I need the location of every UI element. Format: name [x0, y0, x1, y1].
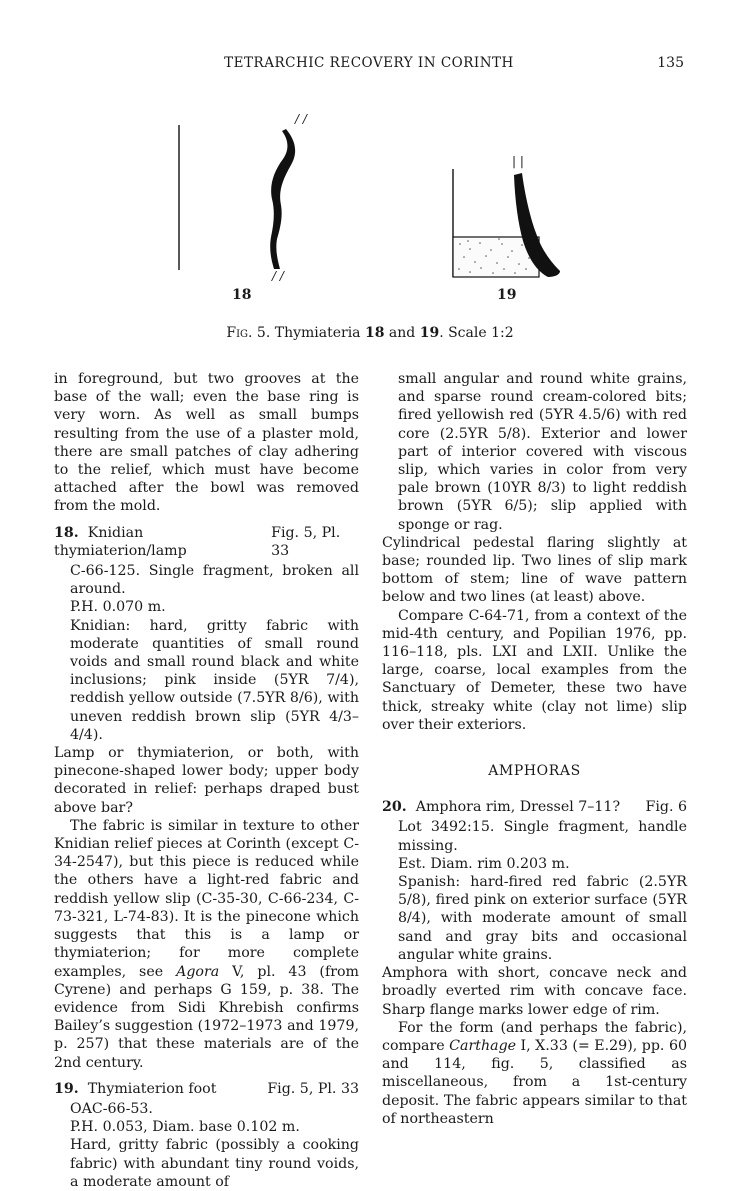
figure-label-18: 18 — [232, 287, 252, 303]
entry-19-comparison: Compare C-64-71, from a context of the mid-4th century, and Popilian 1976, pp. 116–118, pls. LXI and LXII. Unlike the large, coarse, local examples from the Sanctuary of Demeter, these two have thick, streaky white (clay not lime) slip over their exteriors. — [382, 607, 687, 733]
entry-18-ref: Fig. 5, Pl. 33 — [271, 524, 341, 559]
page-number: 135 — [657, 55, 684, 71]
entry-18-heading: 18. Knidian thymiaterion/lamp Fig. 5, Pl. 33 — [54, 524, 359, 560]
entry-20-fabric: Spanish: hard-fired red fabric (2.5YR 5/8), fired pink on exterior surface (5YR 8/4), with moderate amount of small sand and gray bits and occasional angular white grains. — [398, 874, 687, 963]
intro-paragraph: in foreground, but two grooves at the base of the wall; even the base ring is very worn. As well as small bumps resulting from the use of a plaster mold, there are small patches of clay adhering to the relief, which must have become attached after the bowl was removed from the mold. — [54, 371, 359, 515]
entry-18-dimensions: P.H. 0.070 m. — [70, 599, 166, 616]
entry-20-inventory: Lot 3492:15. Single fragment, handle missing. — [398, 819, 687, 854]
entry-19-inventory: OAC-66-53. — [70, 1100, 153, 1117]
entry-18-inventory: C-66-125. Single fragment, broken all around. — [70, 563, 359, 598]
entry-18-description: Lamp or thymiaterion, or both, with pinecone-shaped lower body; upper body decorated in relief: perhaps draped bust above bar? — [54, 745, 359, 816]
entry-19-dimensions: P.H. 0.053, Diam. base 0.102 m. — [70, 1119, 300, 1136]
entry-20-discussion: For the form (and perhaps the fabric), compare Carthage I, X.33 (= E.29), pp. 60 and 114, fig. 5, classified as miscellaneous, from a 1st-century deposit. The fabric appears similar to that of northeastern — [382, 1019, 687, 1127]
entry-20-ref: Fig. 6 — [645, 799, 687, 816]
profile-drawings — [150, 105, 570, 315]
running-head: TETRARCHIC RECOVERY IN CORINTH — [224, 55, 514, 71]
entry-19-fabric-continued: small angular and round white grains, and sparse round cream-colored bits; fired yellowish red (5YR 4.5/6) with red core (2.5YR 5/8). Exterior and lower part of interior covered with viscous slip, which varies in color from very pale brown (10YR 8/3) to light reddish brown (5YR 6/5); slip applied with sponge or rag. — [398, 371, 687, 533]
page-header — [54, 55, 684, 77]
figure-label-19: 19 — [497, 287, 517, 303]
figure-caption: Fig. 5. Thymiateria 18 and 19. Scale 1:2 — [226, 325, 514, 341]
entry-20-description: Amphora with short, concave neck and broadly everted rim with concave face. Sharp flange marks lower edge of rim. — [382, 965, 687, 1018]
right-column — [382, 370, 687, 1128]
section-title-amphoras: AMPHORAS — [488, 763, 581, 780]
entry-20-heading: 20. Amphora rim, Dressel 7–11? Fig. 6 — [382, 799, 687, 816]
break-mark-18-bottom: / / — [272, 269, 284, 283]
entry-19-description: Cylindrical pedestal flaring slightly at base; rounded lip. Two lines of slip mark bottom of stem; line of wave pattern below and two lines (at least) above. — [382, 534, 687, 606]
break-mark-18-top: / / — [295, 112, 307, 126]
left-column — [54, 370, 359, 1191]
break-mark-19-top: | | — [512, 154, 524, 168]
entry-20-details — [382, 818, 687, 964]
entry-18-discussion: The fabric is similar in texture to other Knidian relief pieces at Corinth (except C-34-2547), but this piece is reduced while the others have a light-red fabric and reddish yellow slip (C-35-30, C-66-234, C-73-321, L-74-83). It is the pinecone which suggests that this is a lamp or thymiaterion; for more complete examples, see Agora V, pl. 43 (from Cyrene) and perhaps G 159, p. 38. The evidence from Sidi Khrebish confirms Bailey’s suggestion (1972–1973 and 1979, p. 257) that these materials are of the 2nd century. — [54, 817, 359, 1071]
entry-19-details — [54, 1100, 359, 1191]
entry-19-fabric: Hard, gritty fabric (possibly a cooking fabric) with abundant tiny round voids, a moderate amount of — [70, 1137, 359, 1190]
entry-18-details — [54, 562, 359, 744]
entry-19-heading: 19. Thymiaterion foot Fig. 5, Pl. 33 — [54, 1080, 359, 1097]
figure-5 — [150, 105, 570, 315]
profile-18 — [270, 129, 295, 269]
entry-18-fabric: Knidian: hard, gritty fabric with moderate quantities of small round voids and small round black and white inclusions; pink inside (5YR 7/4), reddish yellow outside (7.5YR 8/6), with uneven reddish brown slip (5YR 4/3–4/4). — [70, 617, 359, 743]
entry-20-dimensions: Est. Diam. rim 0.203 m. — [398, 855, 570, 872]
entry-19-ref: Fig. 5, Pl. 33 — [267, 1080, 359, 1097]
